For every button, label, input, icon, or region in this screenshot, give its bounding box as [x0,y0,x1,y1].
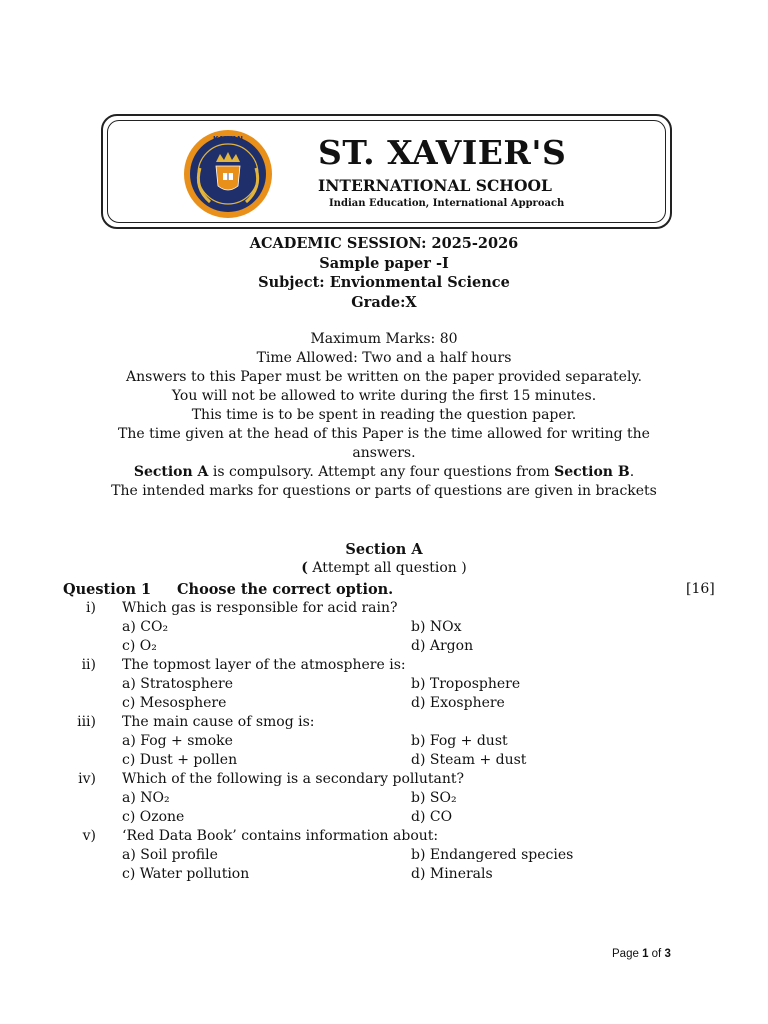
option-b: b) Endangered species [411,847,574,863]
school-name: ST. XAVIER'S [318,133,567,172]
option-c: c) O₂ [122,638,157,654]
section-note [0,560,768,576]
option-b: b) Troposphere [411,676,521,692]
logo-top-text: KALYAN [213,135,243,143]
option-b: b) Fog + dust [411,733,508,749]
option-a: a) Fog + smoke [122,733,233,749]
question-item-number: i) [86,600,96,616]
school-logo [180,128,280,218]
option-c: c) Dust + pollen [122,752,238,768]
subject-line: Subject: Envionmental Science [258,274,510,291]
instruction-line-5-end: . [629,464,635,480]
question-item-number: iv) [78,771,96,787]
option-a: a) CO₂ [122,619,169,635]
instruction-line-3: This time is to be spent in reading the question paper. [191,407,577,423]
paper-title: Sample paper -I [319,255,449,272]
question-item-number: v) [82,828,96,844]
option-a: a) Stratosphere [122,676,233,692]
question-title: Choose the correct option. [177,581,394,598]
instruction-line-4b: answers. [352,445,416,461]
question-item-stem: The main cause of smog is: [122,714,315,730]
question-item-stem: Which of the following is a secondary pollutant? [122,771,465,787]
maximum-marks: Maximum Marks: 80 [310,331,458,347]
question-marks: [16] [686,581,715,597]
instruction-line-4a: The time given at the head of this Paper is the time allowed for writing the [118,426,650,442]
option-d: d) CO [411,809,453,825]
section-b-ref: Section B [554,464,630,480]
question-item-number: iii) [77,714,96,730]
page-word: Page [612,948,643,960]
section-a-ref: Section A [133,464,209,480]
page-total: 3 [664,948,671,960]
question-item-stem: The topmost layer of the atmosphere is: [122,657,406,673]
option-a: a) NO₂ [122,790,170,806]
option-b: b) NOx [411,619,462,635]
page-number [612,948,671,960]
academic-session: ACADEMIC SESSION: 2025-2026 [249,235,519,252]
option-d: d) Minerals [411,866,493,882]
question-item-stem: Which gas is responsible for acid rain? [122,600,398,616]
option-c: c) Water pollution [122,866,250,882]
question-item-number: ii) [81,657,96,673]
school-tagline: Indian Education, International Approach [329,198,565,209]
option-d: d) Steam + dust [411,752,527,768]
section-note-paren: ( [301,560,308,576]
page-current: 1 [642,948,649,960]
section-title: Section A [345,541,423,558]
option-b: b) SO₂ [411,790,457,806]
option-d: d) Exosphere [411,695,505,711]
section-note-text: Attempt all question ) [307,560,467,576]
instruction-line-5 [0,464,768,480]
question-label: Question 1 [63,581,152,598]
option-c: c) Mesosphere [122,695,227,711]
option-a: a) Soil profile [122,847,218,863]
grade-line: Grade:X [351,294,417,311]
instruction-line-6: The intended marks for questions or parts of questions are given in brackets [111,483,657,499]
question-item-stem: ‘Red Data Book’ contains information about: [122,828,439,844]
school-subtitle: INTERNATIONAL SCHOOL [318,176,552,195]
instruction-line-1: Answers to this Paper must be written on the paper provided separately. [126,369,642,385]
of-word: of [648,948,665,960]
time-allowed: Time Allowed: Two and a half hours [256,350,512,366]
instruction-line-5-mid: is compulsory. Attempt any four questions from [208,464,555,480]
option-d: d) Argon [411,638,474,654]
instruction-line-2: You will not be allowed to write during the first 15 minutes. [171,388,597,404]
question-heading [63,581,393,598]
option-c: c) Ozone [122,809,185,825]
